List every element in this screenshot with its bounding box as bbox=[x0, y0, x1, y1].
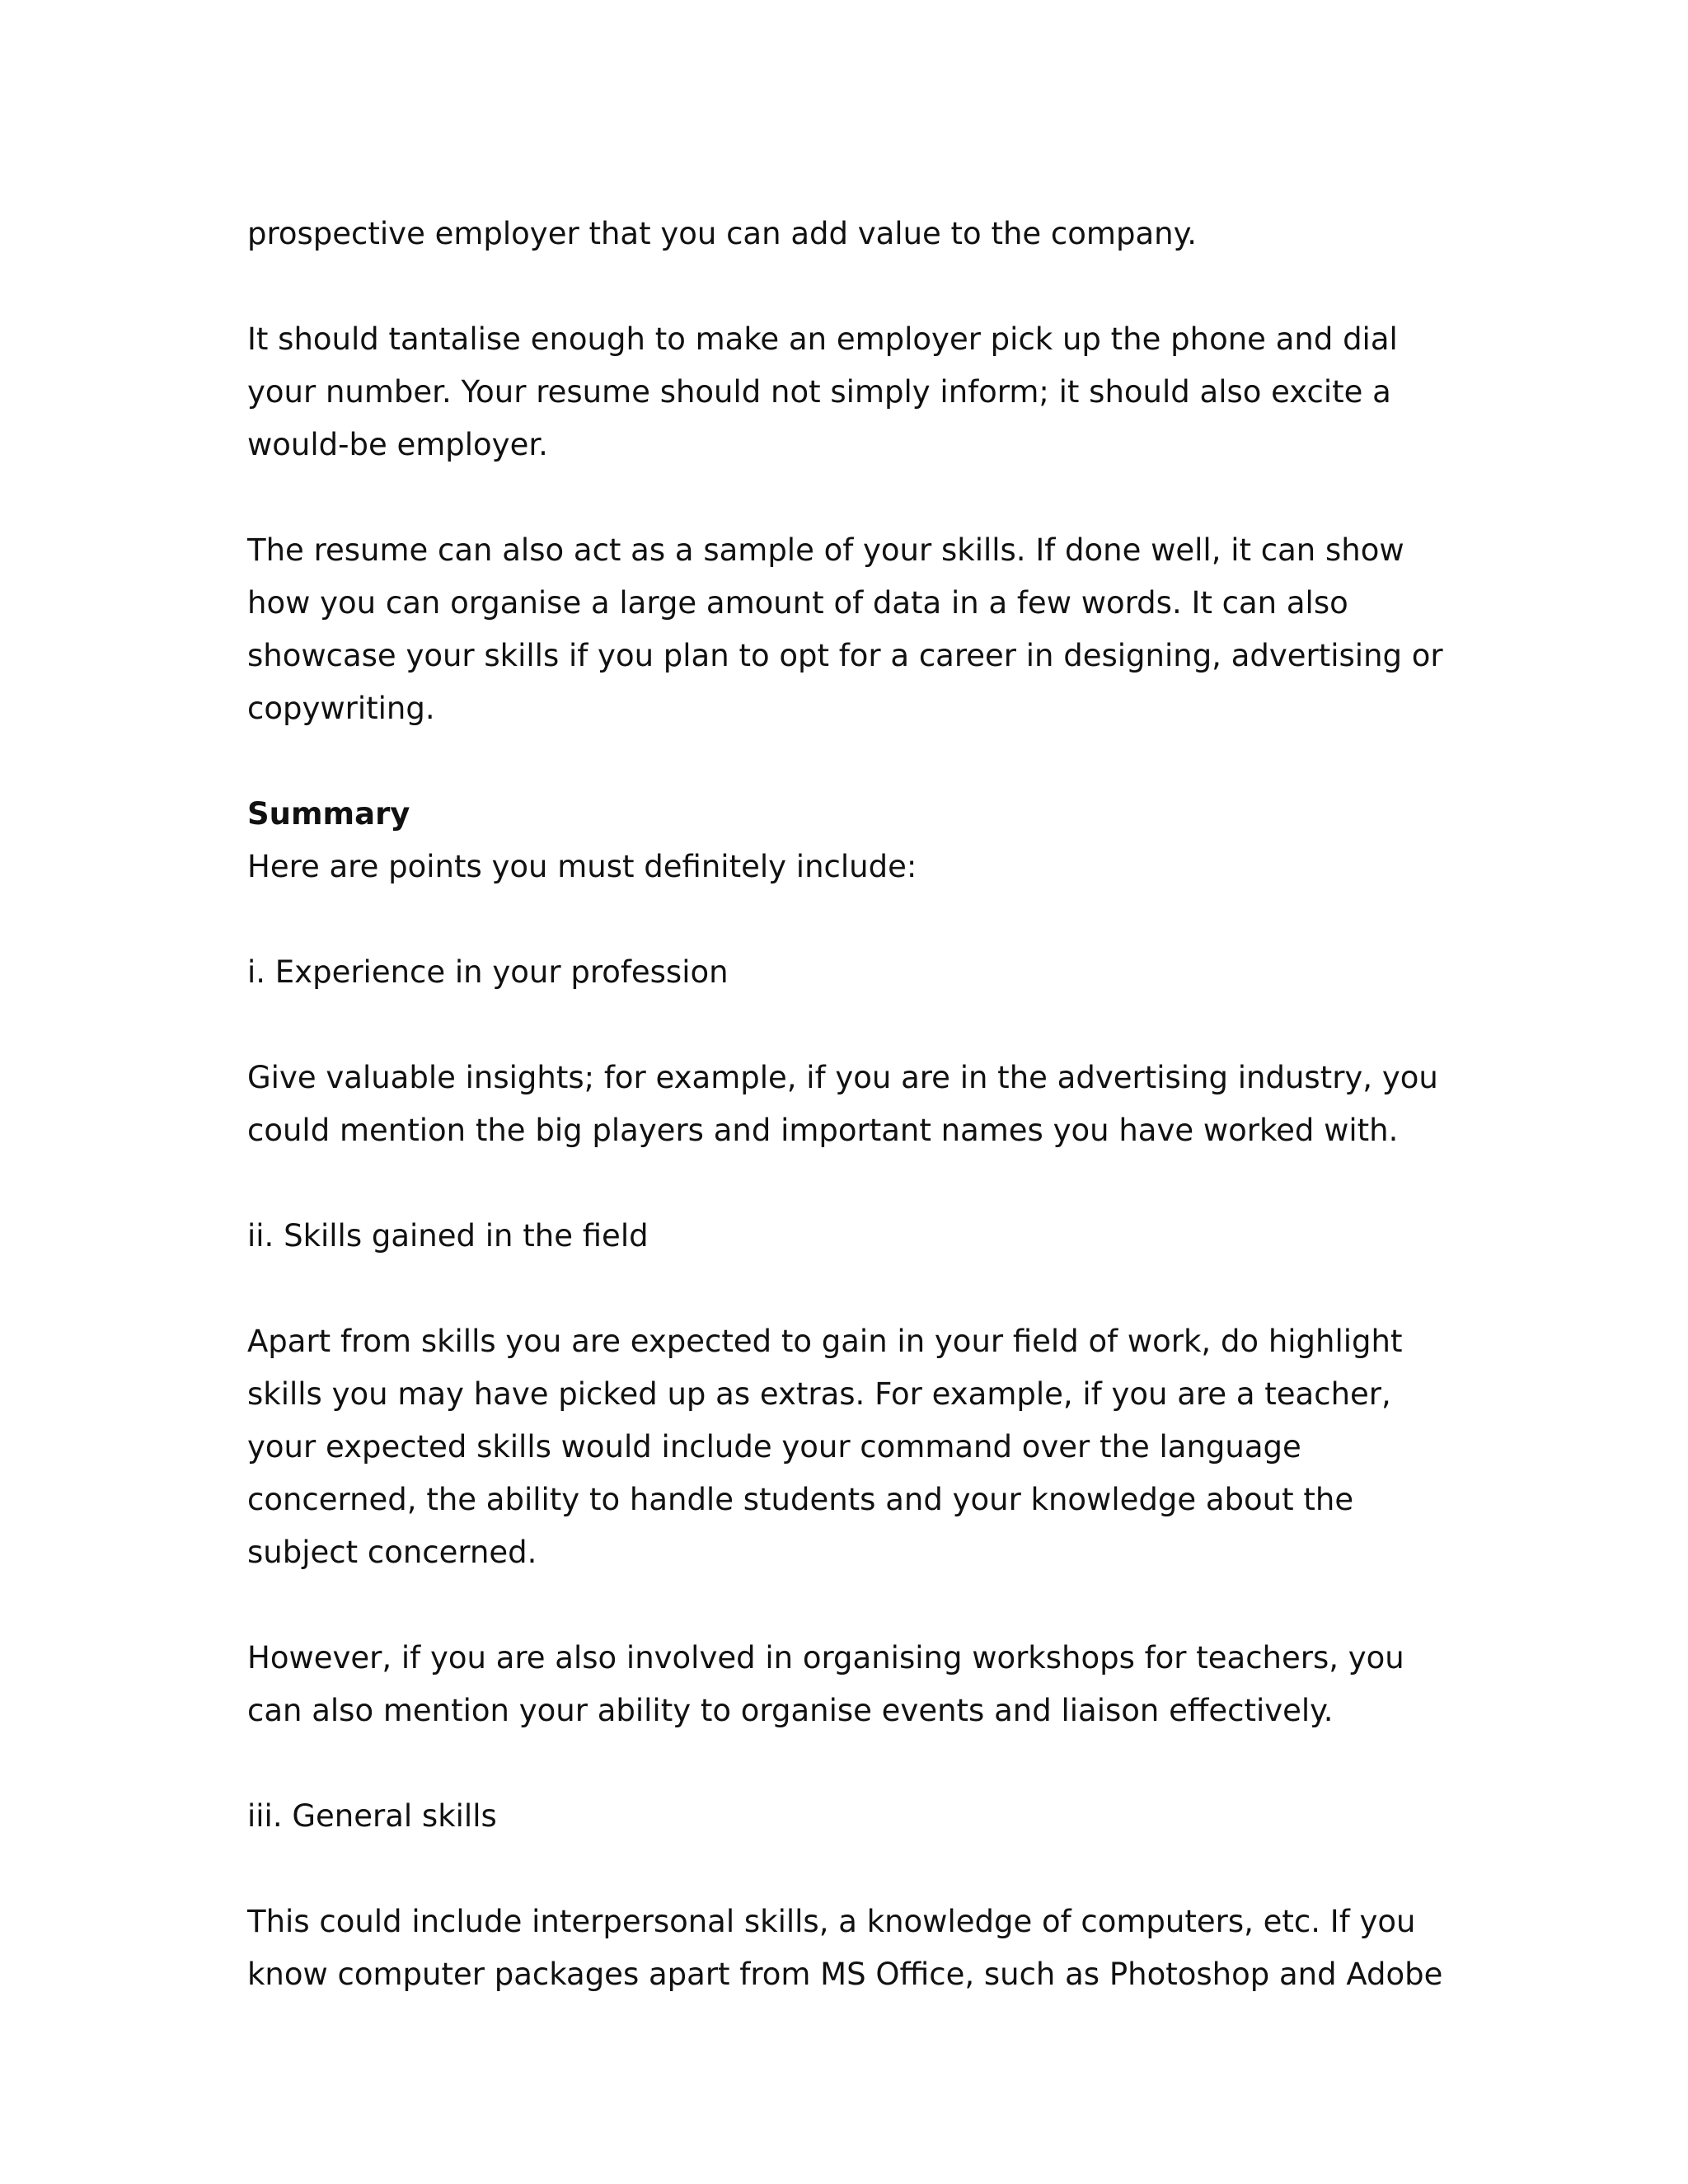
paragraph-value-to-company: prospective employer that you can add value to the company. bbox=[247, 216, 1197, 251]
summary-intro: Here are points you must definitely include: bbox=[247, 849, 917, 884]
document-body bbox=[247, 208, 1451, 2001]
paragraph-resume-sample-skills: The resume can also act as a sample of your skills. If done well, it can show how you can organise a large amount of data in a few words. It can also showcase your skills if you plan to opt for a career in designing, advertising or copywriting. bbox=[247, 532, 1443, 726]
point-2-title: ii. Skills gained in the field bbox=[247, 1218, 649, 1254]
summary-heading: Summary bbox=[247, 796, 410, 832]
paragraph-tantalise-employer: It should tantalise enough to make an employer pick up the phone and dial your number. Your resume should not simply inform; it should also excite a would-be employer. bbox=[247, 321, 1398, 462]
point-2-body-1: Apart from skills you are expected to gain in your field of work, do highlight skills you may have picked up as extras. For example, if you are a teacher, your expected skills would include your command over the language concerned, the ability to handle students and your knowledge about the subject concerned. bbox=[247, 1324, 1403, 1570]
point-1-title: i. Experience in your profession bbox=[247, 954, 729, 990]
point-2-body-2: However, if you are also involved in organising workshops for teachers, you can also mention your ability to organise events and liaison effectively. bbox=[247, 1640, 1404, 1728]
point-1-body: Give valuable insights; for example, if you are in the advertising industry, you could mention the big players and important names you have worked with. bbox=[247, 1060, 1438, 1148]
point-3-body: This could include interpersonal skills, a knowledge of computers, etc. If you know computer packages apart from MS Office, such as Photoshop and Adobe bbox=[247, 1904, 1443, 1992]
point-3-title: iii. General skills bbox=[247, 1798, 497, 1834]
